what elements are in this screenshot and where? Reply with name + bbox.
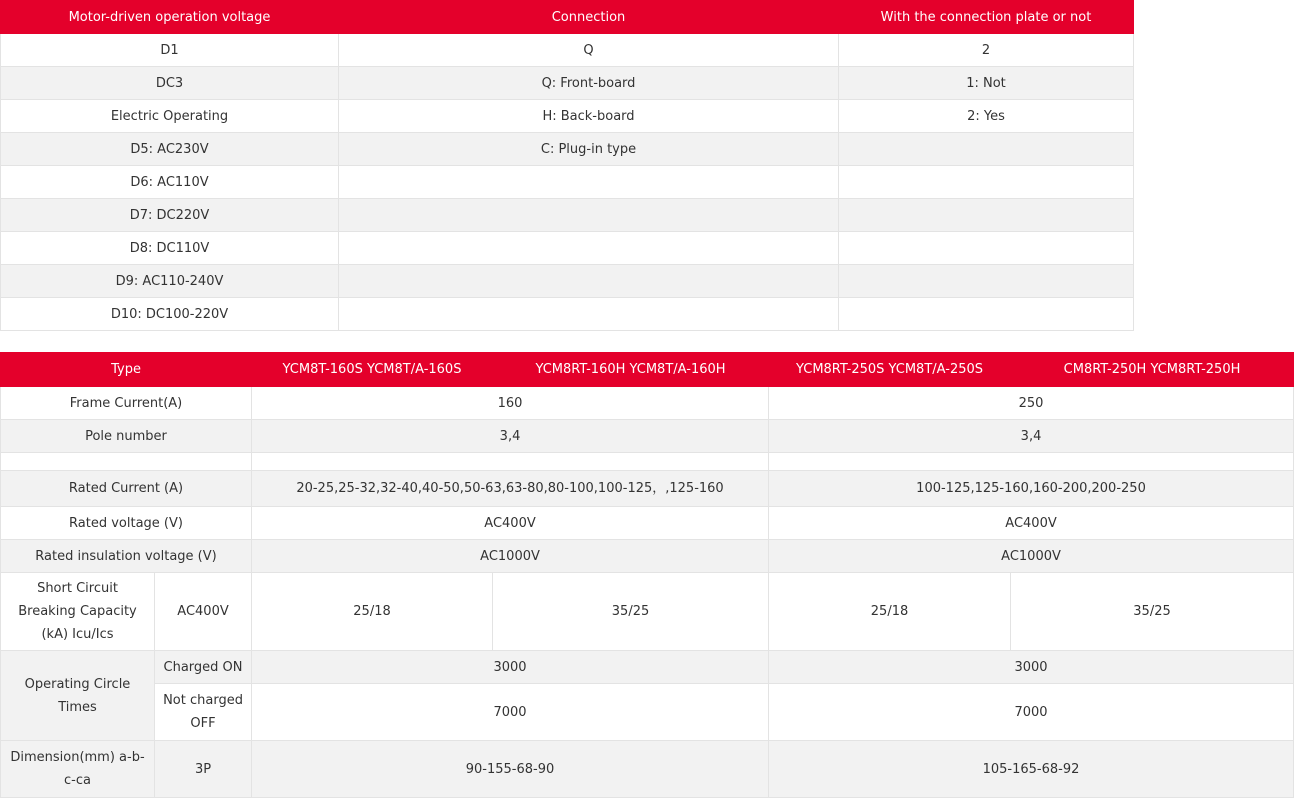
table-cell — [839, 265, 1134, 298]
table-cell: 3,4 — [769, 420, 1294, 453]
label-line: Dimension(mm) a-b- — [10, 750, 145, 765]
table-cell: DC3 — [1, 67, 339, 100]
row-label — [1, 573, 155, 651]
table-cell — [839, 232, 1134, 265]
column-header: Motor-driven operation voltage — [1, 1, 339, 34]
table-cell: D1 — [1, 34, 339, 67]
sub-label — [155, 684, 252, 741]
table-cell: Electric Operating — [1, 100, 339, 133]
table-cell: 3,4 — [252, 420, 769, 453]
label-line: Not charged — [163, 693, 243, 708]
table-cell: D6: AC110V — [1, 166, 339, 199]
table-cell — [839, 298, 1134, 331]
table-cell: 100-125,125-160,160-200,200-250 — [769, 471, 1294, 507]
column-header: With the connection plate or not — [839, 1, 1134, 34]
label-line: (kA) Icu/Ics — [41, 627, 114, 642]
table-cell: D9: AC110-240V — [1, 265, 339, 298]
table-cell: 25/18 — [252, 573, 493, 651]
sub-label: AC400V — [155, 573, 252, 651]
rated-voltage-row — [1, 507, 1294, 540]
label-line: Operating Circle — [24, 676, 131, 692]
table-cell — [339, 232, 839, 265]
row-label: Pole number — [1, 420, 252, 453]
frame-current-row — [1, 387, 1294, 420]
table-cell — [339, 166, 839, 199]
table-header-row — [1, 1, 1134, 34]
table-cell: Q — [339, 34, 839, 67]
label-line: OFF — [190, 716, 216, 731]
empty-cell — [252, 453, 769, 471]
table-cell: 35/25 — [493, 573, 769, 651]
table-row — [1, 265, 1134, 298]
table-cell — [839, 133, 1134, 166]
sub-label: 3P — [155, 741, 252, 798]
column-header-model: CM8RT-250H YCM8RT-250H — [1011, 353, 1294, 387]
table-cell: 250 — [769, 387, 1294, 420]
table-row — [1, 199, 1134, 232]
spacer-row — [1, 453, 1294, 471]
table-cell: AC1000V — [252, 540, 769, 573]
label-line: Breaking Capacity — [18, 604, 137, 619]
table-cell: 160 — [252, 387, 769, 420]
table-cell — [839, 166, 1134, 199]
short-circuit-row — [1, 573, 1294, 651]
table-row — [1, 232, 1134, 265]
specification-table — [0, 352, 1294, 798]
table-cell: 20-25,25-32,32-40,40-50,50-63,63-80,80-100,100-125，,125-160 — [252, 471, 769, 507]
row-label — [1, 741, 155, 798]
rated-current-row — [1, 471, 1294, 507]
table-cell: D10: DC100-220V — [1, 298, 339, 331]
table-cell: AC1000V — [769, 540, 1294, 573]
table-row — [1, 34, 1134, 67]
column-header-model: YCM8RT-250S YCM8T/A-250S — [769, 353, 1011, 387]
table-cell: 2 — [839, 34, 1134, 67]
table-cell: Q: Front-board — [339, 67, 839, 100]
table-row — [1, 133, 1134, 166]
rated-insulation-row — [1, 540, 1294, 573]
column-header-type: Type — [1, 353, 252, 387]
dimension-row — [1, 741, 1294, 798]
row-label: Rated voltage (V) — [1, 507, 252, 540]
table-cell: 25/18 — [769, 573, 1011, 651]
row-label — [1, 651, 155, 741]
table-cell — [339, 199, 839, 232]
label-line: Short Circuit — [37, 581, 118, 596]
table-cell: H: Back-board — [339, 100, 839, 133]
table-cell — [839, 199, 1134, 232]
table-cell: 7000 — [769, 684, 1294, 741]
table-cell: C: Plug-in type — [339, 133, 839, 166]
table-row — [1, 67, 1134, 100]
not-charged-row — [1, 684, 1294, 741]
table-cell: 90-155-68-90 — [252, 741, 769, 798]
table-cell: D8: DC110V — [1, 232, 339, 265]
voltage-connection-table — [0, 0, 1134, 331]
table-cell: 105-165-68-92 — [769, 741, 1294, 798]
table-row — [1, 298, 1134, 331]
table-header-row — [1, 353, 1294, 387]
row-label: Rated insulation voltage (V) — [1, 540, 252, 573]
table-cell: 35/25 — [1011, 573, 1294, 651]
column-header-model: YCM8RT-160H YCM8T/A-160H — [493, 353, 769, 387]
table-cell: 2: Yes — [839, 100, 1134, 133]
table-cell: 3000 — [769, 651, 1294, 684]
table-cell — [339, 265, 839, 298]
column-header: Connection — [339, 1, 839, 34]
table-cell: D7: DC220V — [1, 199, 339, 232]
empty-cell — [769, 453, 1294, 471]
column-header-model: YCM8T-160S YCM8T/A-160S — [252, 353, 493, 387]
table-cell: 7000 — [252, 684, 769, 741]
row-label: Frame Current(A) — [1, 387, 252, 420]
label-line: c-ca — [64, 773, 91, 788]
table-cell: AC400V — [769, 507, 1294, 540]
pole-number-row — [1, 420, 1294, 453]
table-row — [1, 100, 1134, 133]
charged-on-row — [1, 651, 1294, 684]
table-cell: 3000 — [252, 651, 769, 684]
sub-label: Charged ON — [155, 651, 252, 684]
label-line: Times — [58, 699, 97, 715]
table-row — [1, 166, 1134, 199]
table-cell: AC400V — [252, 507, 769, 540]
table-cell: 1: Not — [839, 67, 1134, 100]
row-label: Rated Current (A) — [1, 471, 252, 507]
table-cell — [339, 298, 839, 331]
empty-cell — [1, 453, 252, 471]
table-cell: D5: AC230V — [1, 133, 339, 166]
